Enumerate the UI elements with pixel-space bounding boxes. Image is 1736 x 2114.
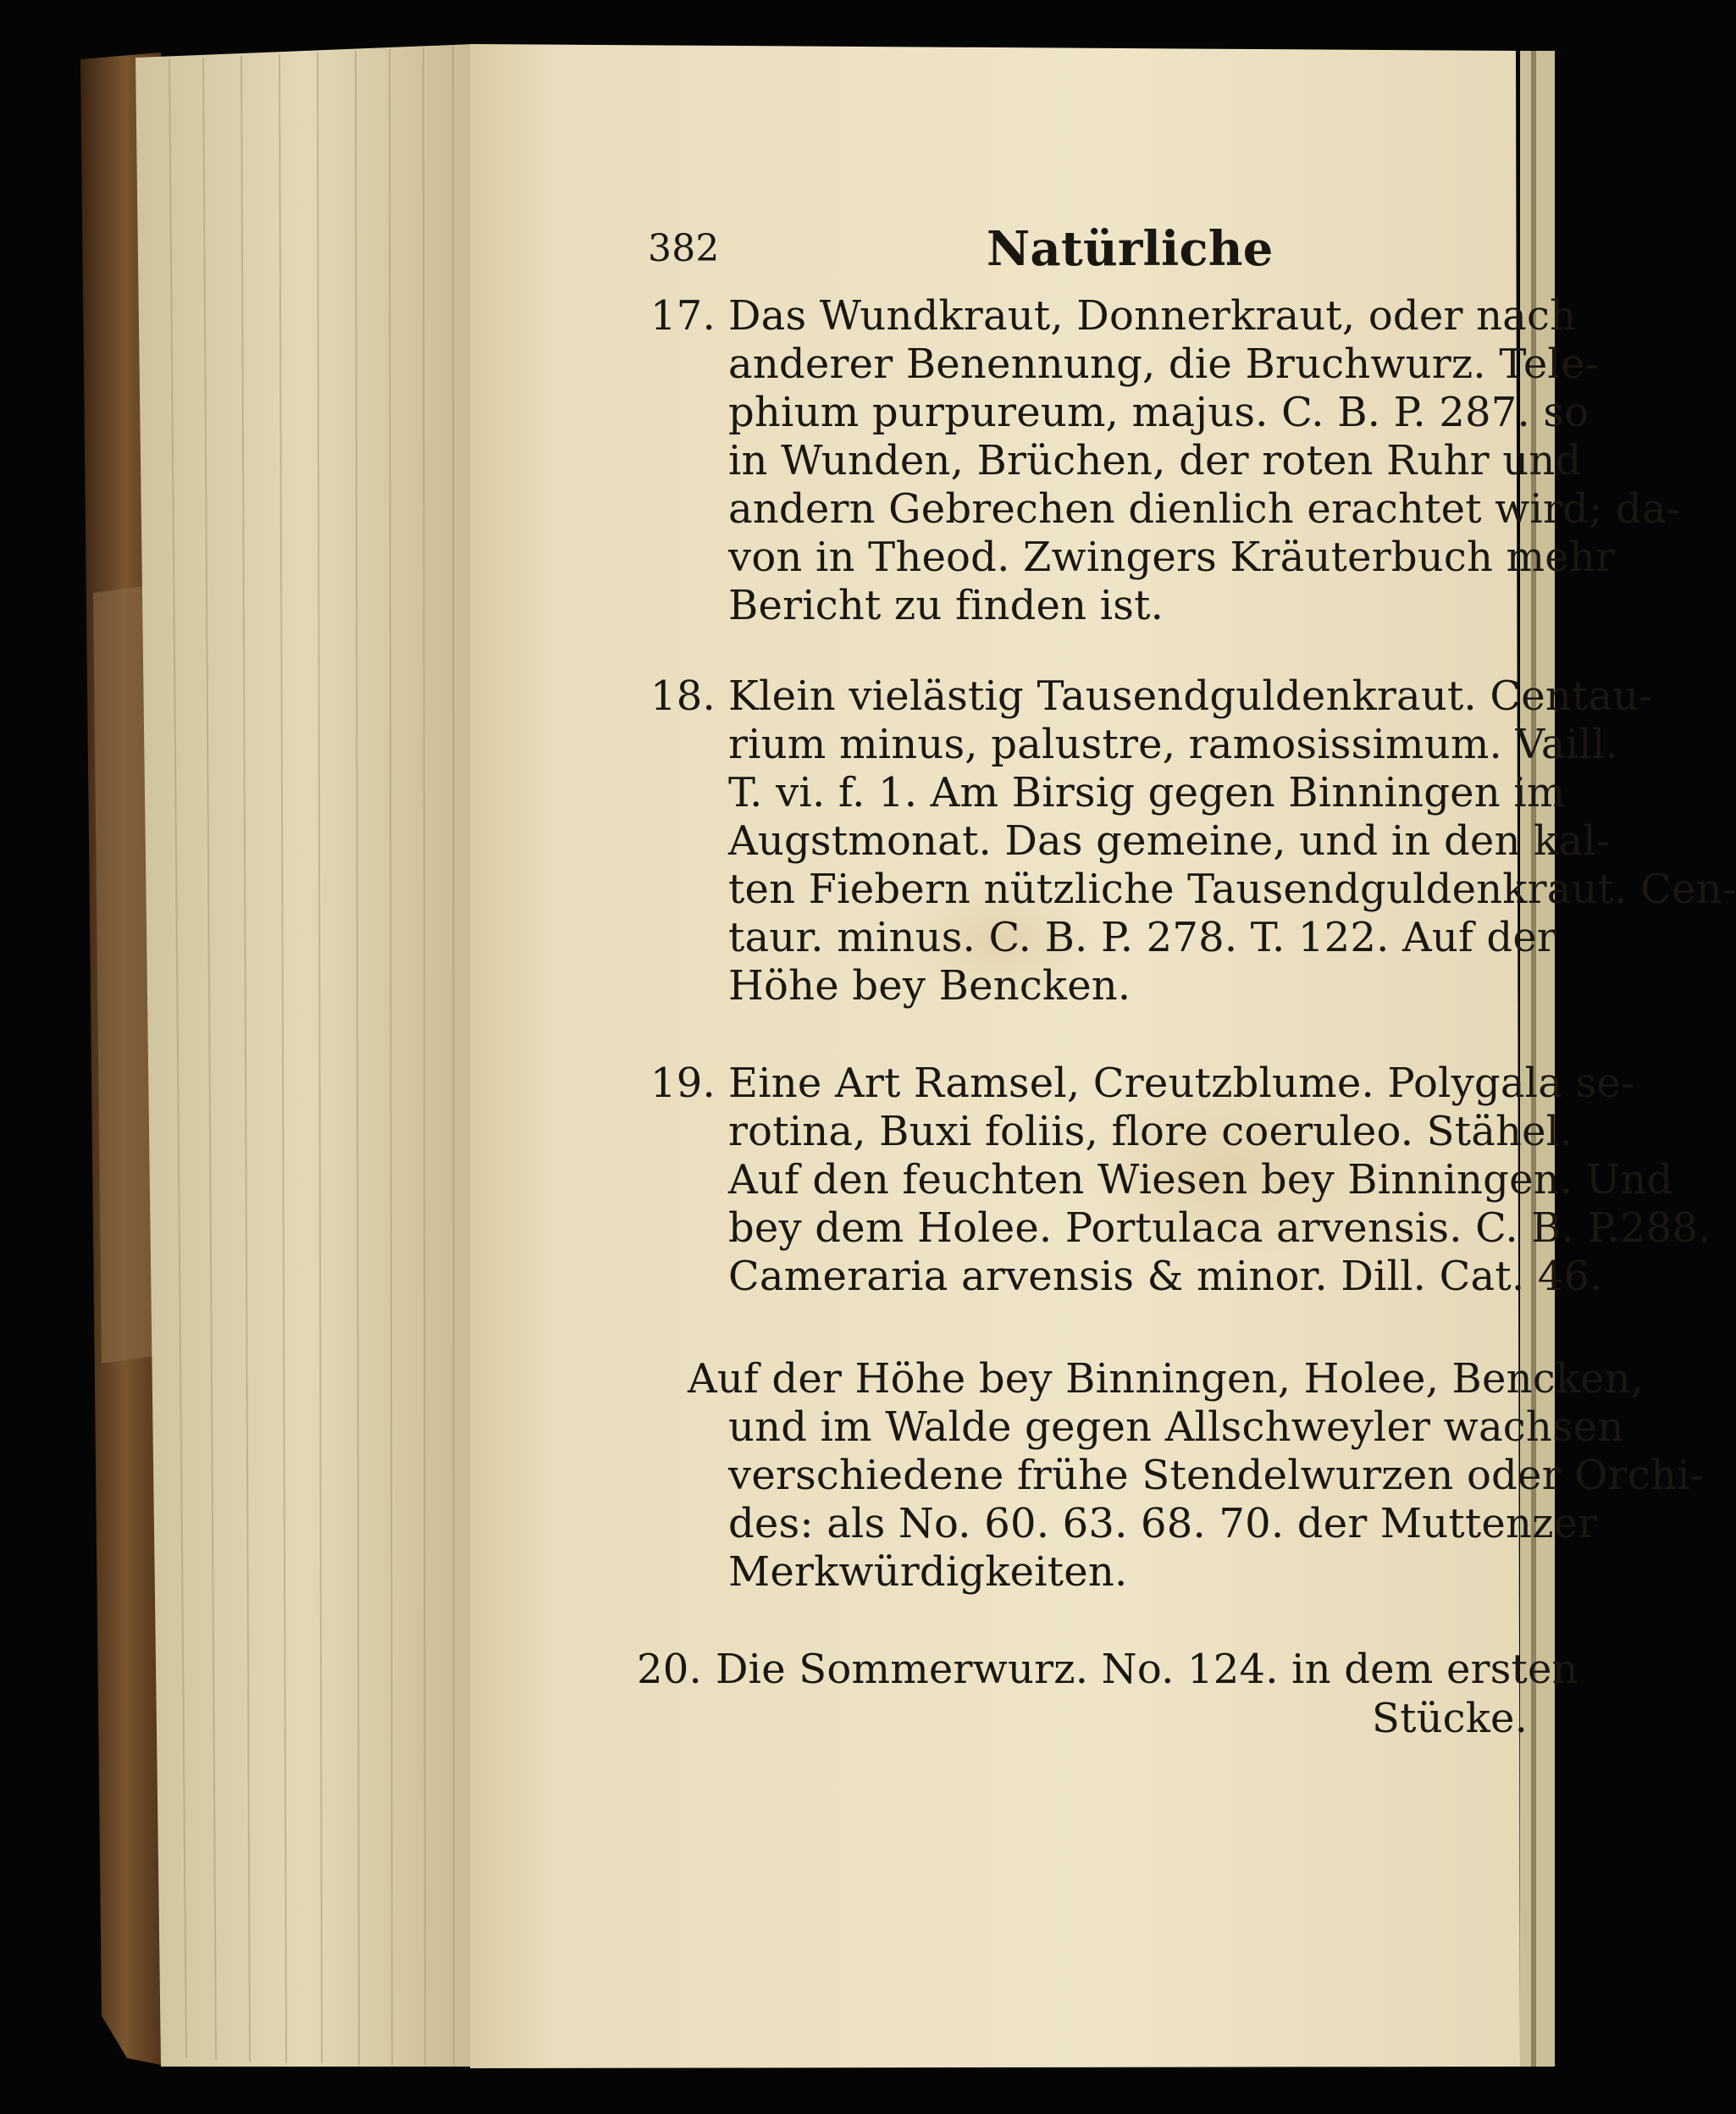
text-line: Bericht zu finden ist.: [728, 582, 1164, 629]
text-line: Auf den feuchten Wiesen bey Binningen. Und: [728, 1156, 1673, 1204]
text-line: bey dem Holee. Portulaca arvensis. C. B. P.288.: [728, 1204, 1711, 1252]
text-line: Auf der Höhe bey Binningen, Holee, Bencken,: [688, 1355, 1645, 1403]
text-line: in Wunden, Brüchen, der roten Ruhr und: [728, 437, 1582, 484]
text-line: Die Sommerwurz. No. 124. in dem ersten: [716, 1646, 1578, 1693]
entry-number: 19.: [650, 1060, 716, 1107]
text-line: des: als No. 60. 63. 68. 70. der Muttenzer: [728, 1500, 1598, 1547]
entry-number: 17.: [650, 292, 716, 340]
text-line: rium minus, palustre, ramosissimum. Vaill.: [728, 721, 1618, 768]
text-line: T. vi. f. 1. Am Birsig gegen Binningen im: [728, 769, 1566, 816]
text-line: andern Gebrechen dienlich erachtet wird; da-: [728, 485, 1681, 533]
running-title: Natürliche: [987, 221, 1274, 277]
entry-number: 20.: [637, 1646, 702, 1693]
text-line: Klein vielästig Tausendguldenkraut. Centau-: [728, 672, 1653, 720]
catchword: Stücke.: [1372, 1695, 1529, 1742]
text-line: von in Theod. Zwingers Kräuterbuch mehr: [728, 534, 1616, 581]
text-line: Cameraria arvensis & minor. Dill. Cat. 46.: [728, 1253, 1603, 1300]
entry-number: 18.: [650, 672, 716, 720]
text-line: Merkwürdigkeiten.: [728, 1548, 1128, 1596]
text-line: Eine Art Ramsel, Creutzblume. Polygala se-: [728, 1060, 1635, 1107]
text-line: Augstmonat. Das gemeine, und in den kal-: [728, 817, 1611, 865]
page-number: 382: [648, 227, 720, 270]
text-line: Höhe bey Bencken.: [728, 962, 1131, 1010]
text-line: und im Walde gegen Allschweyler wachsen: [728, 1403, 1624, 1451]
text-line: verschiedene frühe Stendelwurzen oder Orchi-: [728, 1452, 1705, 1499]
text-line: phium purpureum, majus. C. B. P. 287. so: [728, 389, 1589, 436]
text-line: Das Wundkraut, Donnerkraut, oder nach: [728, 292, 1577, 340]
text-line: anderer Benennung, die Bruchwurz. Tele-: [728, 340, 1600, 388]
text-line: ten Fiebern nützliche Tausendguldenkraut. Cen-: [728, 866, 1736, 913]
text-line: rotina, Buxi foliis, flore coeruleo. Stähel.: [728, 1108, 1573, 1155]
text-line: taur. minus. C. B. P. 278. T. 122. Auf der: [728, 914, 1557, 961]
